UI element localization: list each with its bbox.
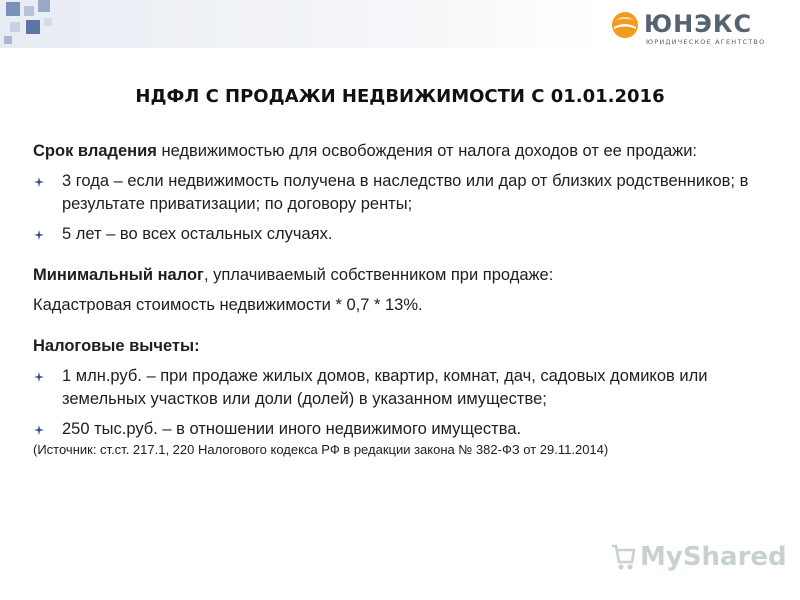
ownership-intro <box>33 140 783 163</box>
cart-icon <box>610 542 636 572</box>
min-tax-text: , уплачиваемый собственником при продаже: <box>203 266 554 284</box>
corner-decoration <box>0 0 70 48</box>
diamond-bullet-icon <box>34 177 44 187</box>
min-tax-bold: Минимальный налог <box>33 266 204 284</box>
deduction-bullet-text: 1 млн.руб. – при продаже жилых домов, квартир, комнат, дач, садовых домиков или земельных участков или доли (долей) в указанном имуществе; <box>62 367 708 408</box>
ownership-bullet-text: 5 лет – во всех остальных случаях. <box>62 225 333 243</box>
logo-wordmark: ЮНЭКС <box>644 10 753 38</box>
ownership-bullet <box>33 223 783 246</box>
ownership-text: недвижимостью для освобождения от налога доходов от ее продажи: <box>156 142 697 160</box>
watermark <box>610 538 787 578</box>
deduction-bullet-text: 250 тыс.руб. – в отношении иного недвижимого имущества. <box>62 420 522 438</box>
ownership-bold: Срок владения <box>33 142 157 160</box>
diamond-bullet-icon <box>34 425 44 435</box>
ownership-bullet <box>33 170 783 216</box>
logo-globe-icon <box>610 10 640 40</box>
watermark-text: MyShared <box>640 542 787 572</box>
deduction-bullet <box>33 365 783 411</box>
source-note: (Источник: ст.ст. 217.1, 220 Налогового кодекса РФ в редакции закона № 382-ФЗ от 29.11.2014) <box>33 442 609 457</box>
company-logo <box>610 8 778 48</box>
slide-body <box>33 140 783 459</box>
ownership-bullet-text: 3 года – если недвижимость получена в наследство или дар от близких родственников; в результате приватизации; по договору ренты; <box>62 172 749 213</box>
logo-tagline: ЮРИДИЧЕСКОЕ АГЕНТСТВО <box>646 38 766 46</box>
deductions-heading: Налоговые вычеты: <box>33 337 200 355</box>
diamond-bullet-icon <box>34 230 44 240</box>
diamond-bullet-icon <box>34 372 44 382</box>
page-title: НДФЛ С ПРОДАЖИ НЕДВИЖИМОСТИ С 01.01.2016 <box>135 86 665 107</box>
min-tax-intro <box>33 264 783 287</box>
deduction-bullet <box>33 418 783 441</box>
min-tax-formula: Кадастровая стоимость недвижимости * 0,7 * 13%. <box>33 296 423 314</box>
